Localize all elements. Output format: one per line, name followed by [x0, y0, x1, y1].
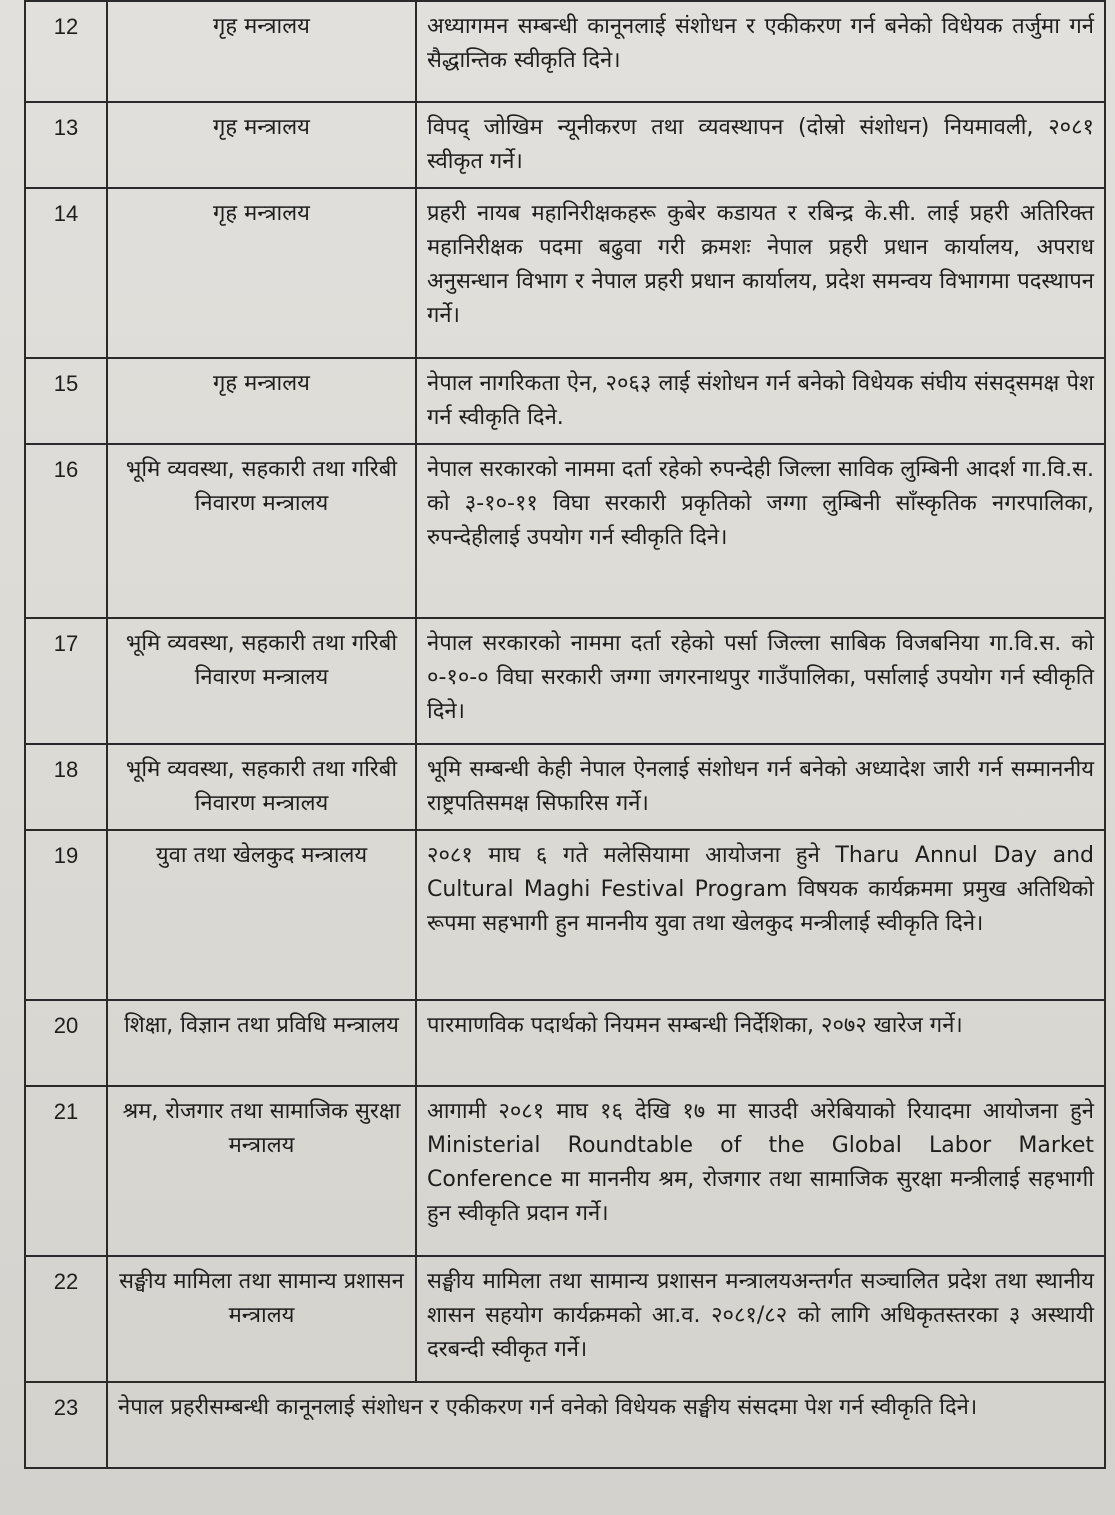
- decision-cell: भूमि सम्बन्धी केही नेपाल ऐनलाई संशोधन गर्न बनेको अध्यादेश जारी गर्न सम्माननीय राष्ट्रपतिसमक्ष सिफारिस गर्ने।: [416, 744, 1105, 830]
- ministry-cell: गृह मन्त्रालय: [107, 102, 416, 188]
- table-row: [25, 1256, 1105, 1382]
- row-number: 19: [25, 830, 107, 1000]
- row-number: 12: [25, 1, 107, 102]
- table-row: [25, 188, 1105, 358]
- ministry-cell: गृह मन्त्रालय: [107, 1, 416, 102]
- decision-cell: आगामी २०८१ माघ १६ देखि १७ मा साउदी अरेबियाको रियादमा आयोजना हुने Ministerial Roundtable of the Global Labor Market Conference मा माननीय श्रम, रोजगार तथा सामाजिक सुरक्षा मन्त्रीलाई सहभागी हुन स्वीकृति प्रदान गर्ने।: [416, 1086, 1105, 1256]
- row-number: 15: [25, 358, 107, 444]
- table-row: [25, 444, 1105, 618]
- decision-cell: नेपाल सरकारको नाममा दर्ता रहेको पर्सा जिल्ला साबिक विजबनिया गा.वि.स. को ०-१०-० विघा सरकारी जग्गा जगरनाथपुर गाउँपालिका, पर्सालाई उपयोग गर्न स्वीकृति दिने।: [416, 618, 1105, 744]
- decision-cell: सङ्घीय मामिला तथा सामान्य प्रशासन मन्त्रालयअन्तर्गत सञ्चालित प्रदेश तथा स्थानीय शासन सहयोग कार्यक्रमको आ.व. २०८१/८२ को लागि अधिकृतस्तरका ३ अस्थायी दरबन्दी स्वीकृत गर्ने।: [416, 1256, 1105, 1382]
- table-row: [25, 1086, 1105, 1256]
- ministry-cell: सङ्घीय मामिला तथा सामान्य प्रशासन मन्त्रालय: [107, 1256, 416, 1382]
- table-row: [25, 1382, 1105, 1468]
- table-row: [25, 744, 1105, 830]
- row-number: 20: [25, 1000, 107, 1086]
- table-row: [25, 1, 1105, 102]
- decision-cell: विपद् जोखिम न्यूनीकरण तथा व्यवस्थापन (दोस्रो संशोधन) नियमावली, २०८१ स्वीकृत गर्ने।: [416, 102, 1105, 188]
- decision-cell: प्रहरी नायब महानिरीक्षकहरू कुबेर कडायत र रबिन्द्र के.सी. लाई प्रहरी अतिरिक्त महानिरीक्षक पदमा बढुवा गरी क्रमशः नेपाल प्रहरी प्रधान कार्यालय, अपराध अनुसन्धान विभाग र नेपाल प्रहरी प्रधान कार्यालय, प्रदेश समन्वय विभागमा पदस्थापन गर्ने।: [416, 188, 1105, 358]
- table-row: [25, 358, 1105, 444]
- row-number: 17: [25, 618, 107, 744]
- table-row: [25, 102, 1105, 188]
- row-number: 18: [25, 744, 107, 830]
- row-number: 21: [25, 1086, 107, 1256]
- table-row: [25, 618, 1105, 744]
- row-number: 13: [25, 102, 107, 188]
- ministry-cell: शिक्षा, विज्ञान तथा प्रविधि मन्त्रालय: [107, 1000, 416, 1086]
- ministry-cell: गृह मन्त्रालय: [107, 188, 416, 358]
- row-number: 14: [25, 188, 107, 358]
- table-row: [25, 830, 1105, 1000]
- ministry-cell: युवा तथा खेलकुद मन्त्रालय: [107, 830, 416, 1000]
- ministry-cell: भूमि व्यवस्था, सहकारी तथा गरिबी निवारण मन्त्रालय: [107, 444, 416, 618]
- decision-cell-wide: नेपाल प्रहरीसम्बन्धी कानूनलाई संशोधन र एकीकरण गर्न वनेको विधेयक सङ्घीय संसदमा पेश गर्न स्वीकृति दिने।: [107, 1382, 1105, 1468]
- decision-cell: पारमाणविक पदार्थको नियमन सम्बन्धी निर्देशिका, २०७२ खारेज गर्ने।: [416, 1000, 1105, 1086]
- ministry-cell: भूमि व्यवस्था, सहकारी तथा गरिबी निवारण मन्त्रालय: [107, 618, 416, 744]
- decision-cell: नेपाल नागरिकता ऐन, २०६३ लाई संशोधन गर्न बनेको विधेयक संघीय संसद्समक्ष पेश गर्न स्वीकृति दिने.: [416, 358, 1105, 444]
- ministry-cell: गृह मन्त्रालय: [107, 358, 416, 444]
- row-number: 16: [25, 444, 107, 618]
- decision-cell: अध्यागमन सम्बन्धी कानूनलाई संशोधन र एकीकरण गर्न बनेको विधेयक तर्जुमा गर्न सैद्धान्तिक स्वीकृति दिने।: [416, 1, 1105, 102]
- cabinet-decisions-table: [24, 0, 1106, 1469]
- decision-cell: नेपाल सरकारको नाममा दर्ता रहेको रुपन्देही जिल्ला साविक लुम्बिनी आदर्श गा.वि.स. को ३-१०-११ विघा सरकारी प्रकृतिको जग्गा लुम्बिनी साँस्कृतिक नगरपालिका, रुपन्देहीलाई उपयोग गर्न स्वीकृति दिने।: [416, 444, 1105, 618]
- ministry-cell: श्रम, रोजगार तथा सामाजिक सुरक्षा मन्त्रालय: [107, 1086, 416, 1256]
- decision-cell: २०८१ माघ ६ गते मलेसियामा आयोजना हुने Tharu Annul Day and Cultural Maghi Festival Program विषयक कार्यक्रममा प्रमुख अतिथिको रूपमा सहभागी हुन माननीय युवा तथा खेलकुद मन्त्रीलाई स्वीकृति दिने।: [416, 830, 1105, 1000]
- row-number: 22: [25, 1256, 107, 1382]
- row-number: 23: [25, 1382, 107, 1468]
- table-row: [25, 1000, 1105, 1086]
- ministry-cell: भूमि व्यवस्था, सहकारी तथा गरिबी निवारण मन्त्रालय: [107, 744, 416, 830]
